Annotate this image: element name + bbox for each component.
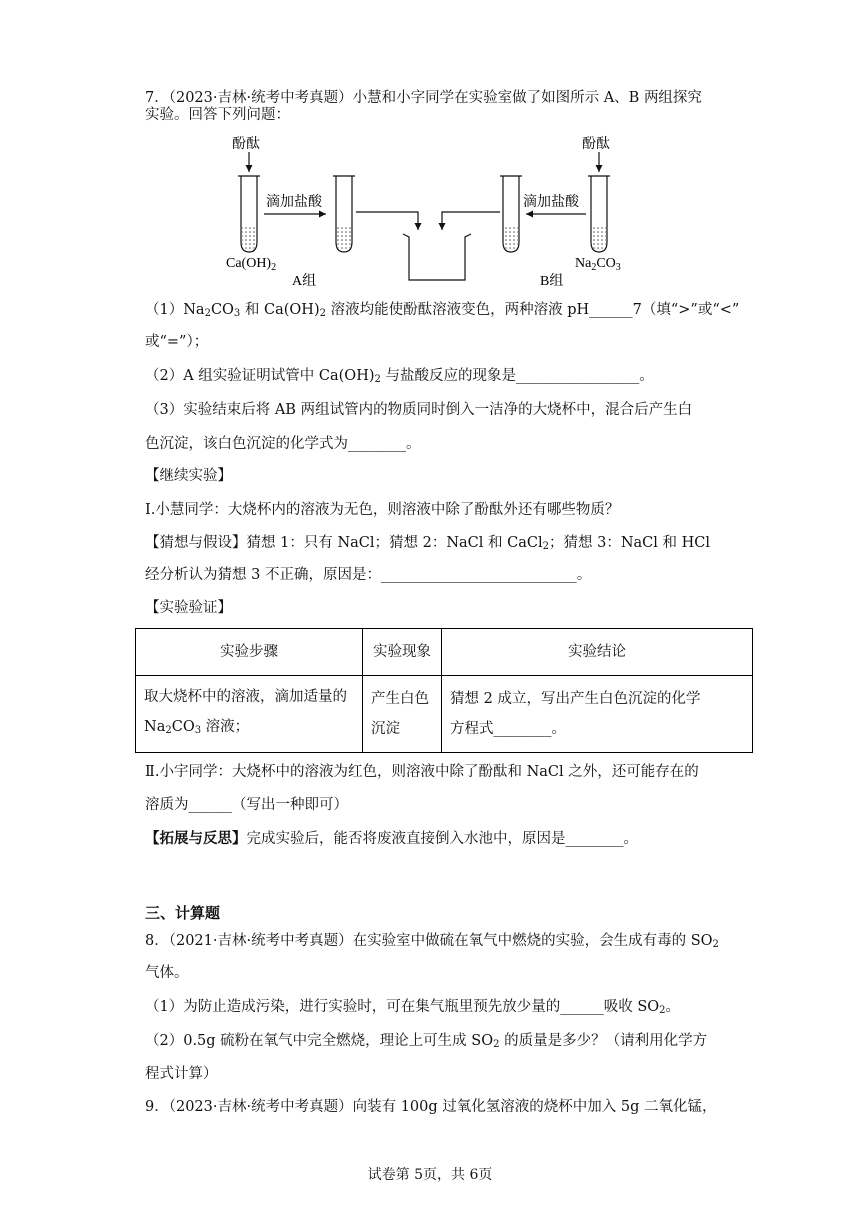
q8-line1 xyxy=(145,931,719,955)
header-phenomenon: 实验现象 xyxy=(363,629,442,676)
hypothesis xyxy=(145,533,710,557)
analysis xyxy=(145,565,591,585)
continue-title xyxy=(145,466,232,486)
q8-sub: 2 xyxy=(712,939,719,950)
cell-steps xyxy=(136,676,363,753)
pour-b-arrow xyxy=(442,212,500,230)
hypo-text-a: 【猜想与假设】猜想 1：只有 NaCl；猜想 2：NaCl 和 CaCl xyxy=(145,535,543,551)
q7-intro-1: 7．（2023·吉林·统考中考真题）小慧和小字同学在实验室做了如图所示 A、B 两组探究 xyxy=(145,90,702,106)
q8-part1 xyxy=(145,997,680,1021)
hypo-sub: 2 xyxy=(542,541,549,552)
question-7-intro-line2 xyxy=(145,105,290,125)
q7-part2 xyxy=(145,366,654,390)
q8-p1-b: 。 xyxy=(665,999,681,1015)
part2-text2: 溶质为______（写出一种即可） xyxy=(145,797,348,813)
hypo-text-b: ；猜想 3：NaCl 和 HCl xyxy=(548,535,710,551)
cell-phenomenon xyxy=(363,676,442,753)
q8-p2-b: 的质量是多少？（请利用化学方 xyxy=(499,1033,708,1049)
q8-p2-a: （2）0.5g 硫粉在氧气中完全燃烧，理论上可生成 SO xyxy=(145,1033,494,1049)
analysis-text: 经分析认为猜想 3 不正确，原因是：___________________________。 xyxy=(145,567,592,583)
test-tube-b2 xyxy=(500,176,522,252)
q9-text: 9．（2023·吉林·统考中考真题）向装有 100g 过氧化氢溶液的烧杯中加入 5g 二氧化锰， xyxy=(145,1099,717,1115)
concl-line2: 方程式________。 xyxy=(450,721,566,737)
q7-part1-line1 xyxy=(145,300,739,324)
q3-line1: （3）实验结束后将 AB 两组试管内的物质同时倒入一洁净的大烧杯中，混合后产生白 xyxy=(145,402,693,418)
header-conclusion: 实验结论 xyxy=(442,629,753,676)
q3-line2: 色沉淀，该白色沉淀的化学式为________。 xyxy=(145,436,421,452)
q1-text-c: 和 Ca(OH) xyxy=(240,302,320,318)
concl-line1: 猜想 2 成立，写出产生白色沉淀的化学 xyxy=(450,691,701,707)
q1-sub-2: 3 xyxy=(233,308,241,319)
q8-text-a: 8．（2021·吉林·统考中考真题）在实验室中做硫在氧气中燃烧的实验，会生成有毒的 SO xyxy=(145,933,713,949)
q1-sub-3: 2 xyxy=(319,308,326,319)
verify-title-text: 【实验验证】 xyxy=(145,600,232,616)
q8-part2-line1 xyxy=(145,1031,707,1055)
header-steps: 实验步骤 xyxy=(136,629,363,676)
test-tube-a1 xyxy=(238,176,260,252)
caoh2-label: $Ca(OH)_2$ xyxy=(226,256,277,273)
cell-conclusion xyxy=(442,676,753,753)
section-3-title: 三、计算题 xyxy=(145,904,221,922)
group-a-label: A组 xyxy=(292,274,317,289)
part1-text: I.小慧同学：大烧杯内的溶液为无色，则溶液中除了酚酞外还有哪些物质？ xyxy=(145,502,620,518)
page-footer: 试卷第 5页，共 6页 xyxy=(367,1167,493,1183)
reflect-text: 完成实验后，能否将废液直接倒入水池中，原因是________。 xyxy=(246,831,638,847)
na2co3-label: $Na_2CO_3$ xyxy=(575,256,621,273)
q8-text-2: 气体。 xyxy=(145,965,189,981)
experiment-table xyxy=(135,628,753,753)
q1-text-b: CO xyxy=(210,302,234,318)
test-tube-a2 xyxy=(333,176,355,252)
part2-line1 xyxy=(145,762,699,782)
add-acid-left-label: 滴加盐酸 xyxy=(266,195,322,210)
experiment-diagram xyxy=(200,130,660,290)
q8-p2-sub: 2 xyxy=(493,1039,500,1050)
step-sub2: 3 xyxy=(194,725,202,736)
test-tube-b1 xyxy=(588,176,610,252)
beaker xyxy=(403,234,471,280)
q2-text-b: 与盐酸反应的现象是_________________。 xyxy=(380,368,654,384)
step-solution: 溶液； xyxy=(201,719,250,735)
q1-sub-1: 2 xyxy=(204,308,211,319)
step-co: CO xyxy=(171,719,195,735)
table-row xyxy=(136,676,753,753)
phenolphthalein-right-label: 酚酞 xyxy=(582,137,610,152)
verify-title xyxy=(145,598,232,618)
step-na: Na xyxy=(144,719,166,735)
q7-part1-line2 xyxy=(145,332,208,352)
phen-line1: 产生白色 xyxy=(371,691,429,707)
q2-sub: 2 xyxy=(374,374,381,385)
q2-text-a: （2）A 组实验证明试管中 Ca(OH) xyxy=(145,368,375,384)
q9-line1 xyxy=(145,1097,717,1117)
q7-intro-2: 实验。回答下列问题： xyxy=(145,107,290,123)
reflect-tag: 【拓展与反思】 xyxy=(145,830,247,847)
q8-p1-a: （1）为防止造成污染，进行实验时，可在集气瓶里预先放少量的______吸收 SO xyxy=(145,999,660,1015)
q8-p1-sub: 2 xyxy=(659,1005,666,1016)
phenolphthalein-left-label: 酚酞 xyxy=(232,137,260,152)
pour-a-arrow xyxy=(356,212,418,230)
q8-p2-line2: 程式计算） xyxy=(145,1066,218,1082)
q1-line2: 或“=”）； xyxy=(145,334,209,350)
part2-line2 xyxy=(145,795,348,815)
continue-title-text: 【继续实验】 xyxy=(145,468,232,484)
q8-line2 xyxy=(145,963,189,983)
group-b-label: B组 xyxy=(540,274,564,289)
add-acid-right-label: 滴加盐酸 xyxy=(523,195,579,210)
q7-part3-line2 xyxy=(145,434,421,454)
reflection xyxy=(145,829,638,849)
q7-part3-line1 xyxy=(145,400,692,420)
q1-text-a: （1）Na xyxy=(145,302,205,318)
table-header-row xyxy=(136,629,753,676)
part2-text1: Ⅱ.小宇同学：大烧杯中的溶液为红色，则溶液中除了酚酞和 NaCl 之外，还可能存在的 xyxy=(145,764,699,780)
q8-part2-line2 xyxy=(145,1064,218,1084)
part1-question xyxy=(145,500,619,520)
phen-line2: 沉淀 xyxy=(371,721,400,737)
step-sub1: 2 xyxy=(165,725,172,736)
step-line1: 取大烧杯中的溶液，滴加适量的 xyxy=(144,689,347,705)
q1-text-d: 溶液均能使酚酞溶液变色，两种溶液 pH______7（填“>”或“<” xyxy=(325,302,740,318)
